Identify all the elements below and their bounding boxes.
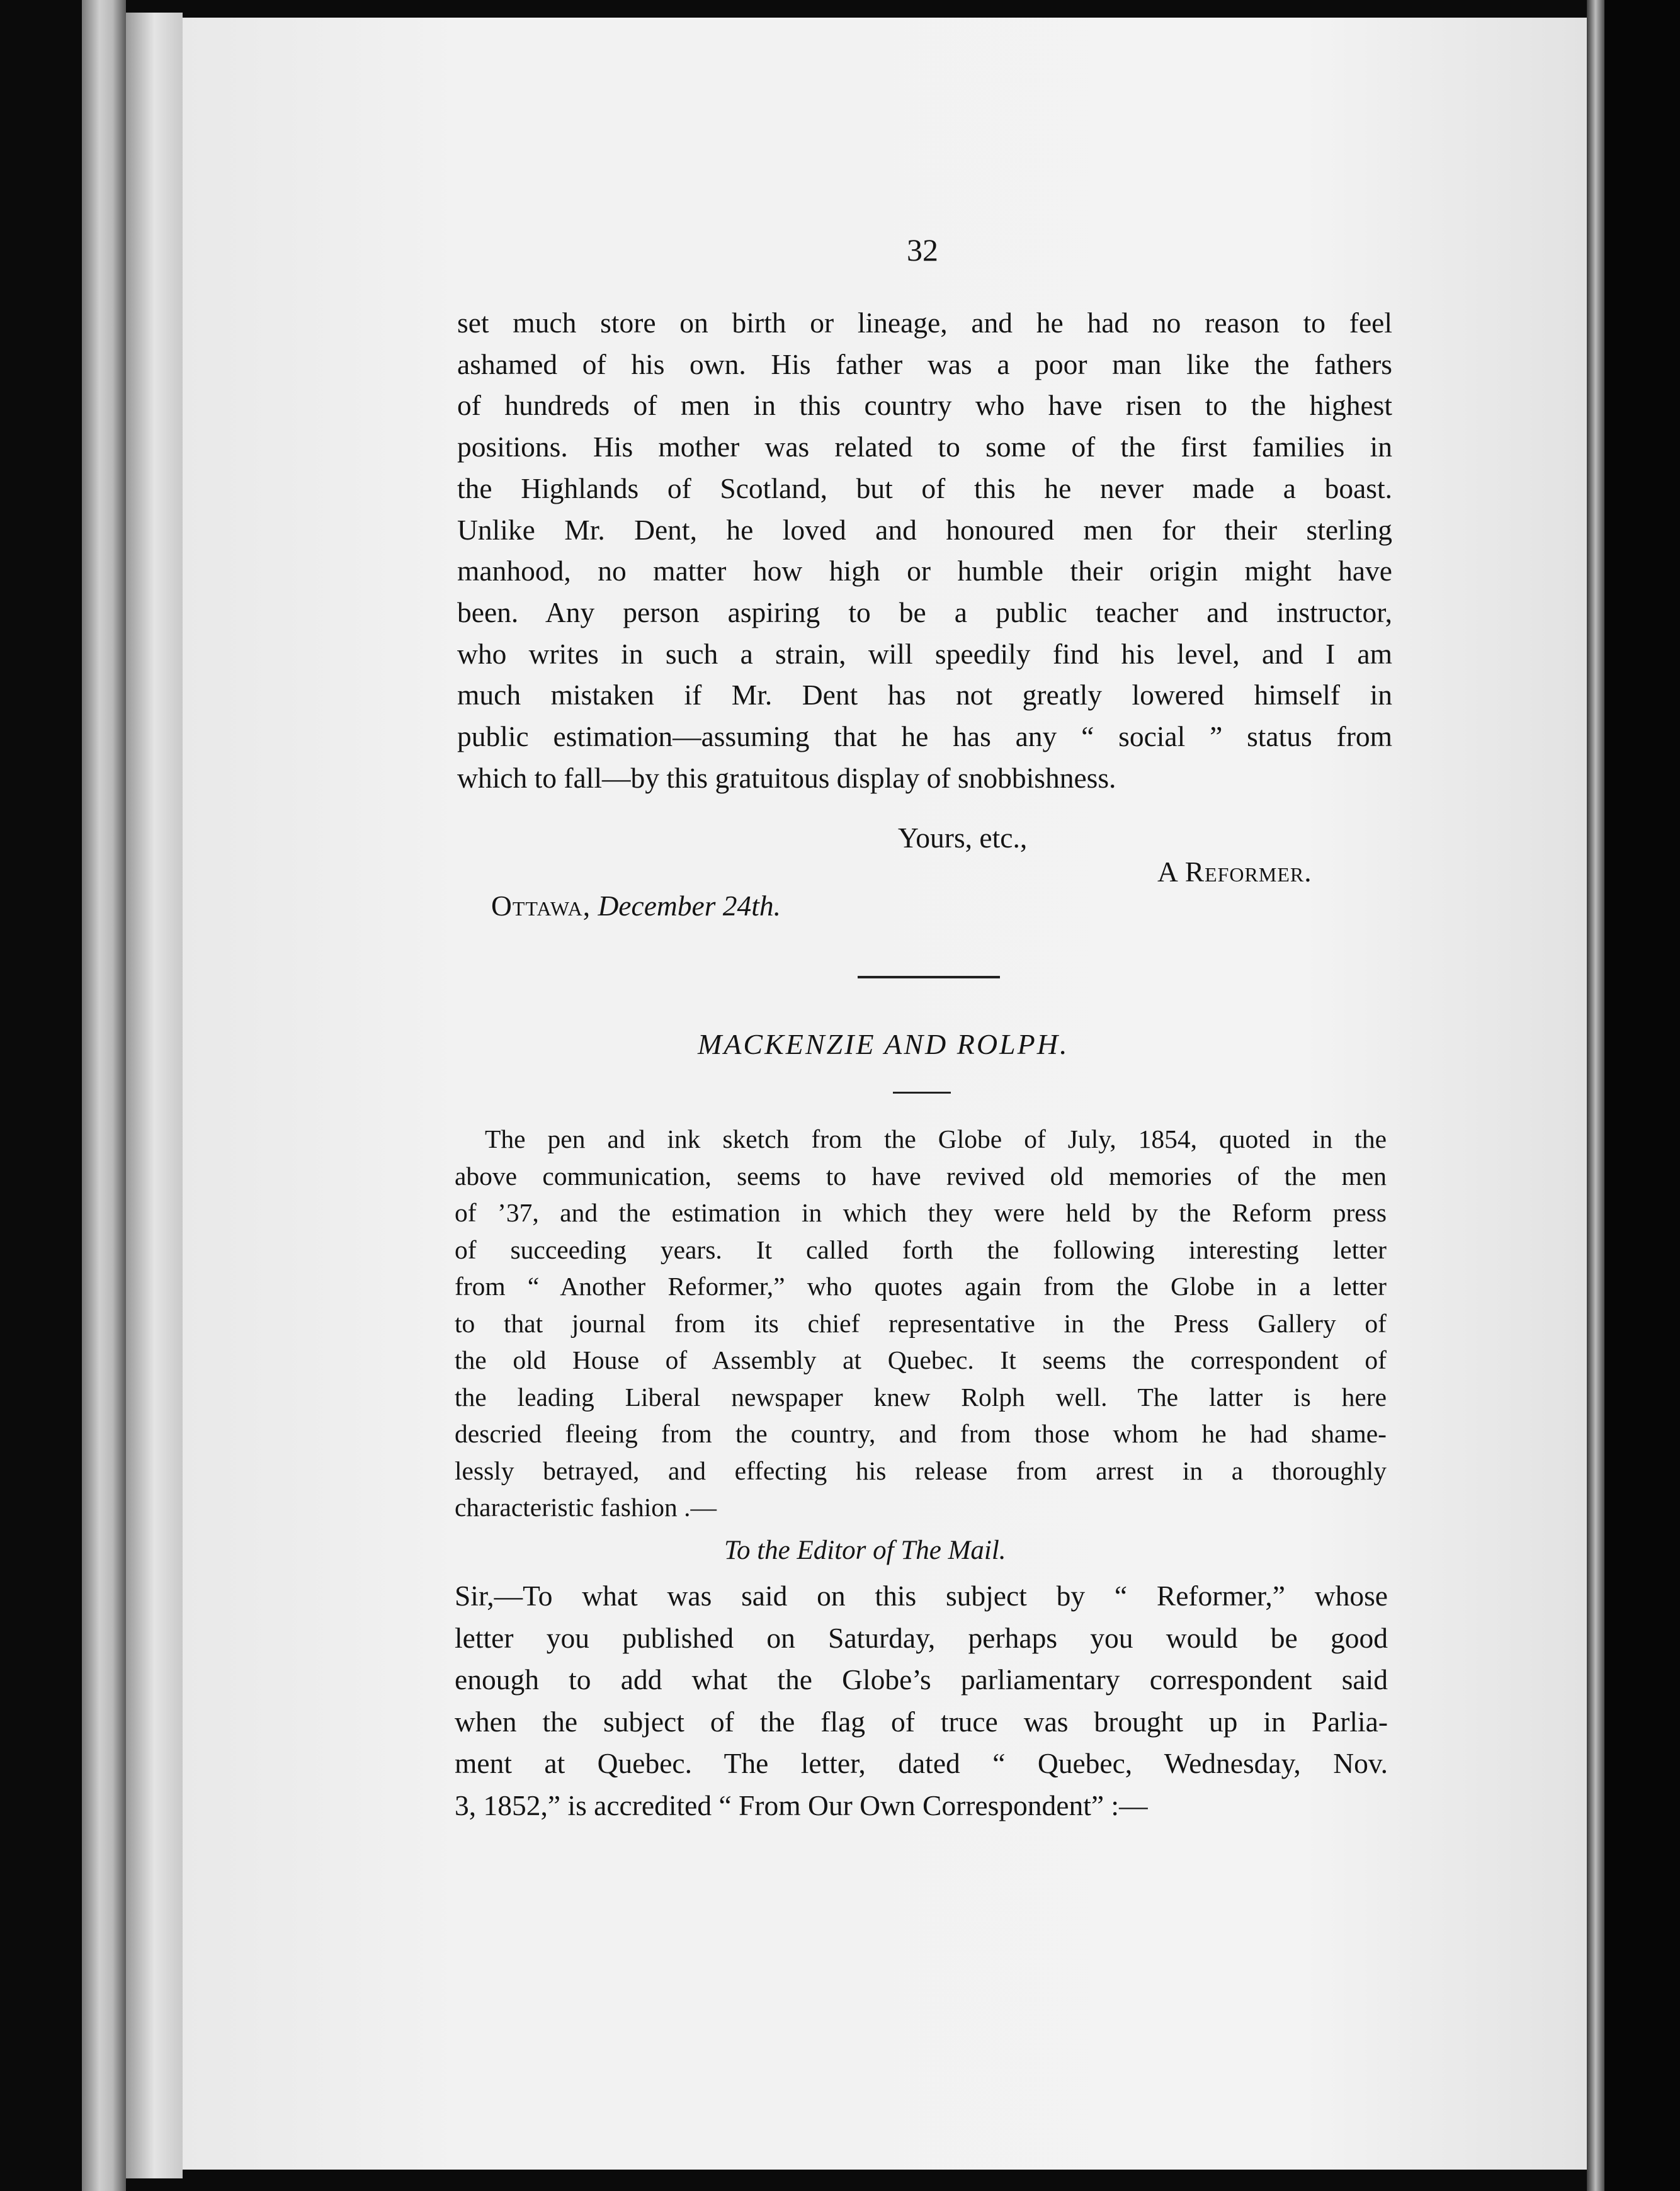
text-line: of ’37, and the estimation in which they were held by the Reform press <box>455 1198 1387 1227</box>
text-line: of hundreds of men in this country who have risen to the highest <box>457 389 1392 422</box>
section-heading: MACKENZIE AND ROLPH. <box>698 1028 1069 1060</box>
text-line: Unlike Mr. Dent, he loved and honoured men for their sterling <box>457 513 1392 546</box>
text-line: lessly betrayed, and effecting his release from arrest in a thoroughly <box>455 1456 1387 1485</box>
signature: A Reformer. <box>1157 856 1312 888</box>
paragraph-1 <box>457 302 1392 798</box>
paragraph-2 <box>455 1121 1387 1526</box>
heading-rule <box>893 1092 951 1094</box>
text-line: letter you published on Saturday, perhaps you would be good <box>455 1621 1388 1654</box>
text-line: characteristic fashion .— <box>455 1493 717 1522</box>
text-line: the Highlands of Scotland, but of this he never made a boast. <box>457 472 1392 504</box>
text-line: which to fall—by this gratuitous display of snobbishness. <box>457 761 1116 794</box>
dateline-place: Ottawa, <box>491 890 591 922</box>
text-line: to that journal from its chief representative in the Press Gallery of <box>455 1308 1387 1338</box>
text-line: the old House of Assembly at Quebec. It seems the correspondent of <box>455 1345 1387 1374</box>
book-edge-left <box>82 0 126 2191</box>
text-line: positions. His mother was related to some of the first families in <box>457 431 1392 463</box>
text-line: ment at Quebec. The letter, dated “ Quebec, Wednesday, Nov. <box>455 1747 1388 1779</box>
scan-background <box>1604 0 1680 2191</box>
dateline <box>491 889 781 922</box>
text-line: manhood, no matter how high or humble their origin might have <box>457 555 1392 587</box>
letter-heading: To the Editor of The Mail. <box>724 1536 1006 1565</box>
page-number: 32 <box>907 232 938 268</box>
text-line: the leading Liberal newspaper knew Rolph well. The latter is here <box>455 1382 1387 1412</box>
text-line: when the subject of the flag of truce was brought up in Parlia- <box>455 1705 1388 1738</box>
text-line: public estimation—assuming that he has any “ social ” status from <box>457 720 1392 753</box>
text-line: who writes in such a strain, will speedily find his level, and I am <box>457 637 1392 670</box>
paragraph-3 <box>455 1575 1388 1826</box>
book-edge-right <box>1587 0 1604 2191</box>
section-divider <box>858 976 1000 978</box>
text-line: much mistaken if Mr. Dent has not greatly lowered himself in <box>457 679 1392 711</box>
text-line: from “ Another Reformer,” who quotes again from the Globe in a letter <box>455 1272 1387 1301</box>
closing: Yours, etc., <box>898 822 1028 854</box>
text-line: of succeeding years. It called forth the following interesting letter <box>455 1235 1387 1264</box>
text-line: set much store on birth or lineage, and he had no reason to feel <box>457 307 1392 339</box>
text-line: 3, 1852,” is accredited “ From Our Own Correspondent” :— <box>455 1789 1148 1821</box>
text-line: Sir,—To what was said on this subject by “ Reformer,” whose <box>455 1580 1388 1612</box>
text-line: enough to add what the Globe’s parliamentary correspondent said <box>455 1663 1388 1696</box>
text-line: been. Any person aspiring to be a public teacher and instructor, <box>457 596 1392 628</box>
text-line: descried fleeing from the country, and from those whom he had shame- <box>455 1419 1387 1448</box>
text-line: ashamed of his own. His father was a poor man like the fathers <box>457 348 1392 380</box>
text-line: The pen and ink sketch from the Globe of July, 1854, quoted in the <box>485 1124 1387 1153</box>
dateline-date: December 24th. <box>598 890 781 922</box>
book-edge-left-inner <box>126 13 183 2178</box>
text-line: above communication, seems to have revived old memories of the men <box>455 1161 1387 1191</box>
